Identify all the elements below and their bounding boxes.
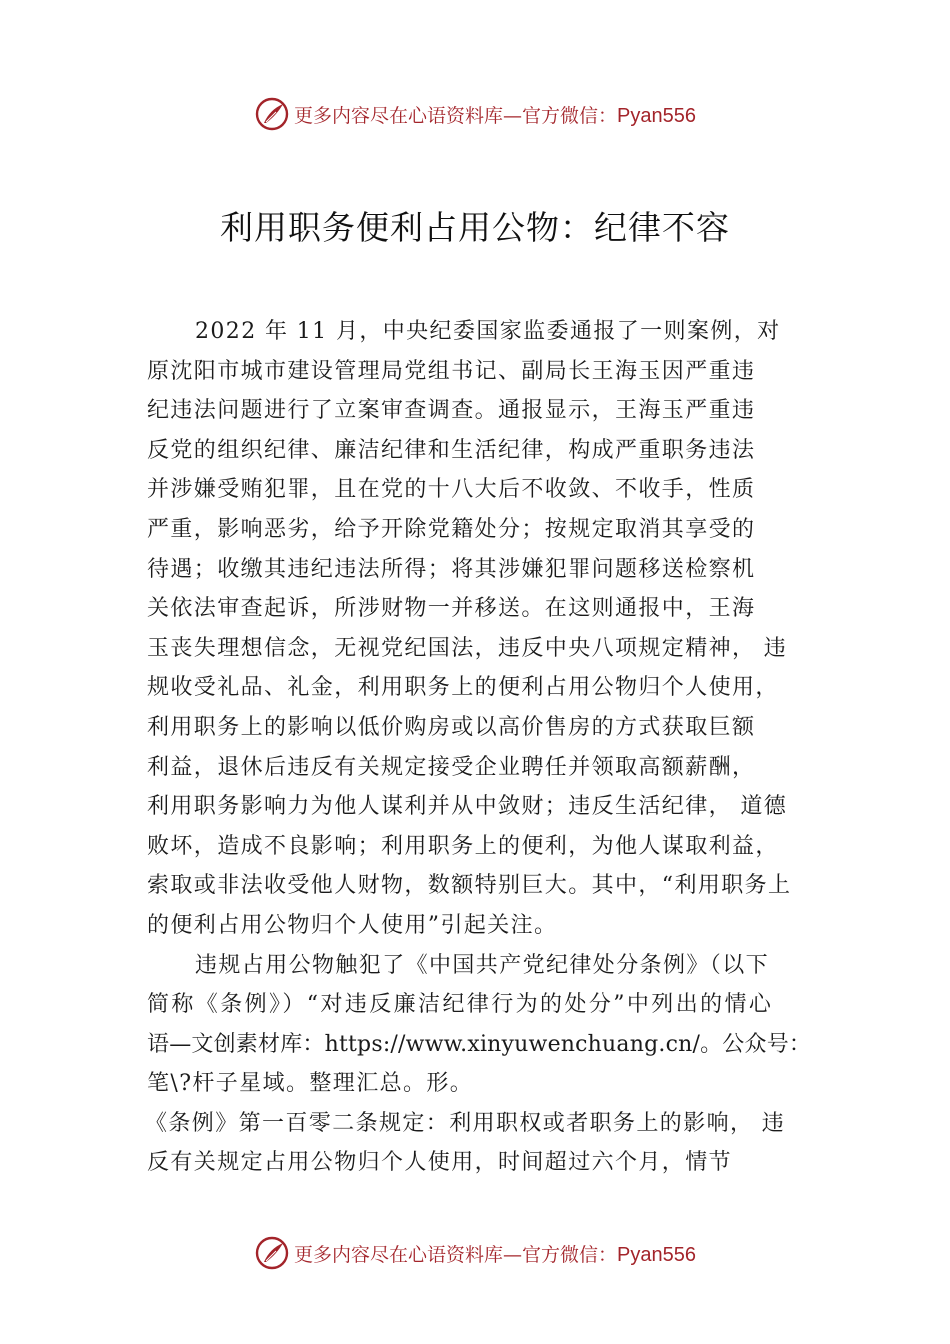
body-line: 简称《条例》）“对违反廉洁纪律行为的处分”中列出的情心 [147,992,774,1018]
body-line: 严重，影响恶劣，给予开除党籍处分；按规定取消其享受的 [147,516,756,542]
body-line: 反党的组织纪律、廉洁纪律和生活纪律，构成严重职务违法 [147,437,756,463]
body-line: 利益，退休后违反有关规定接受企业聘任并领取高额薪酬， [147,754,756,780]
banner-label: 更多内容尽在心语资料库—官方微信： [294,104,618,127]
body-line: 笔\?杆子星域。整理汇总。形。 [147,1071,474,1097]
body-line: 并涉嫌受贿犯罪，且在党的十八大后不收敛、不收手，性质 [147,477,756,503]
quill-logo-icon [254,1235,290,1271]
body-line: 利用职务上的影响以低价购房或以高价售房的方式获取巨额 [147,714,756,740]
body-line: 反有关规定占用公物归个人使用，时间超过六个月，情节 [147,1150,733,1176]
quill-logo-icon [254,96,290,132]
body-line: 败坏，造成不良影响；利用职务上的便利，为他人谋取利益， [147,833,779,859]
body-line: 利用职务影响力为他人谋利并从中敛财；违反生活纪律， 道德 [147,794,788,820]
document-body [147,312,857,1183]
body-line: 关依法审查起诉，所涉财物一并移送。在这则通报中，王海 [147,596,756,622]
body-line: 待遇；收缴其违纪违法所得；将其涉嫌犯罪问题移送检察机 [147,556,756,582]
body-line: 规收受礼品、礼金，利用职务上的便利占用公物归个人使用， [147,675,779,701]
body-line: 的便利占用公物归个人使用”引起关注。 [147,912,558,938]
header-banner [0,94,950,134]
banner-wechat-id: Pyan556 [617,1243,696,1266]
banner-text [294,1240,696,1267]
document-title: 利用职务便利占用公物：纪律不容 [220,208,730,247]
body-line: 2022 年 11 月，中央纪委国家监委通报了一则案例，对 [195,319,781,344]
body-line: 原沈阳市城市建设管理局党组书记、副局长王海玉因严重违 [147,358,756,384]
body-line: 索取或非法收受他人财物，数额特别巨大。其中，“利用职务上 [147,873,792,899]
banner-label: 更多内容尽在心语资料库—官方微信： [294,1243,618,1266]
body-line: 语—文创素材库：https://www.xinyuwenchuang.cn/。公众号： [147,1031,812,1057]
body-line: 纪违法问题进行了立案审查调查。通报显示，王海玉严重违 [147,398,756,424]
body-line: 违规占用公物触犯了《中国共产党纪律处分条例》（以下 [195,952,770,978]
footer-banner [0,1233,950,1273]
body-line: 《条例》第一百零二条规定：利用职权或者职务上的影响， 违 [145,1110,786,1136]
banner-text [294,101,696,128]
banner-wechat-id: Pyan556 [617,104,696,127]
body-line: 玉丧失理想信念，无视党纪国法，违反中央八项规定精神， 违 [147,635,788,661]
